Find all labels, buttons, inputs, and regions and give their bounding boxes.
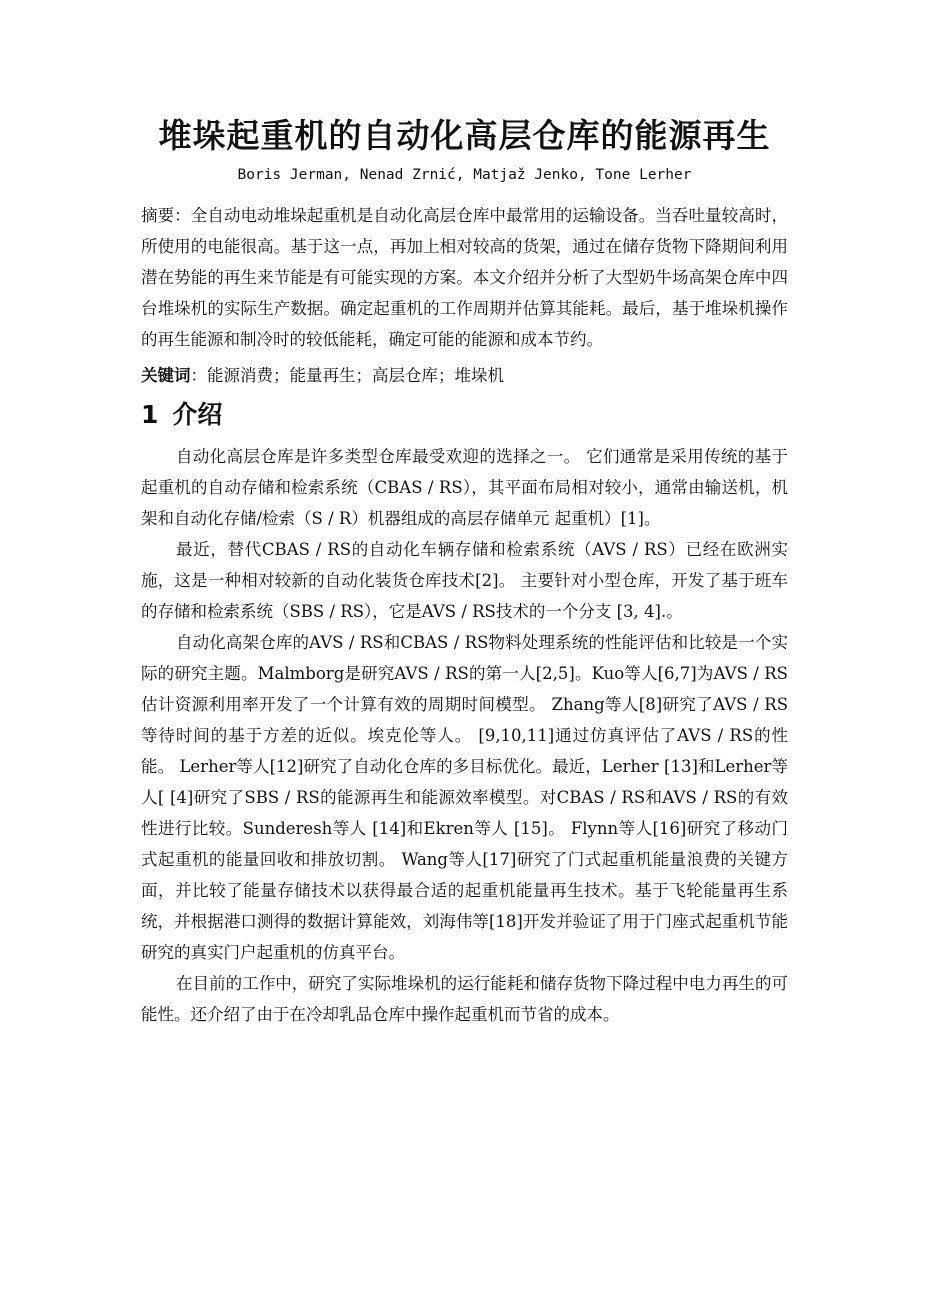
paper-title: 堆垛起重机的自动化高层仓库的能源再生 [158,116,771,155]
keywords-label: 关键词 [141,366,191,385]
body-paragraph-3: 自动化高架仓库的AVS / RS和CBAS / RS物料处理系统的性能评估和比较是一个实际的研究主题。Malmborg是研究AVS / RS的第一人[2,5]。Kuo等人[6,7]为AVS / RS估计资源利用率开发了一个计算有效的周期时间模型。 Zhang等人[8]研究了AVS / RS等待时间的基于方差的近似。埃克伦等人。 [9,10,11]通过仿真评估了AVS / RS的性能。 Lerher等人[12]研究了自动化仓库的多目标优化。最近，Lerher [13]和Lerher等人[ [4]研究了SBS / RS的能源再生和能源效率模型。对CBAS / RS和AVS / RS的有效性进行比较。Sunderesh等人 [14]和Ekren等人 [15]。 Flynn等人[16]研究了移动门式起重机的能量回收和排放切割。 Wang等人[17]研究了门式起重机能量浪费的关键方面，并比较了能量存储技术以获得最合适的起重机能量再生技术。基于飞轮能量再生系统，并根据港口测得的数据计算能效，刘海伟等[18]开发并验证了用于门座式起重机节能研究的真实门户起重机的仿真平台。 [141,633,788,962]
keywords-text: ：能源消费；能量再生；高层仓库；堆垛机 [190,366,504,385]
body-paragraph-2: 最近，替代CBAS / RS的自动化车辆存储和检索系统（AVS / RS）已经在欧洲实施，这是一种相对较新的自动化装货仓库技术[2]。 主要针对小型仓库，开发了基于班车的存储和检索系统（SBS / RS），它是AVS / RS技术的一个分支 [3, 4].。 [141,540,788,621]
body-paragraph-1: 自动化高层仓库是许多类型仓库最受欢迎的选择之一。 它们通常是采用传统的基于起重机的自动存储和检索系统（CBAS / RS），其平面布局相对较小，通常由输送机，机架和自动化存储/检索（S / R）机器组成的高层存储单元 起重机）[1]。 [141,447,788,528]
abstract: 摘要：全自动电动堆垛起重机是自动化高层仓库中最常用的运输设备。当吞吐量较高时，所使用的电能很高。基于这一点，再加上相对较高的货架，通过在储存货物下降期间利用潜在势能的再生来节能是有可能实现的方案。本文介绍并分析了大型奶牛场高架仓库中四台堆垛机的实际生产数据。确定起重机的工作周期并估算其能耗。最后，基于堆垛机操作的再生能源和制冷时的较低能耗，确定可能的能源和成本节约。 [141,206,788,349]
keywords [141,361,788,391]
paper-page [141,108,788,1030]
author-list: Boris Jerman, Nenad Zrnić, Matjaž Jenko, Tone Lerher [237,167,692,183]
section-title: 介绍 [172,400,223,429]
body-paragraph-4: 在目前的工作中，研究了实际堆垛机的运行能耗和储存货物下降过程中电力再生的可能性。还介绍了由于在冷却乳品仓库中操作起重机而节省的成本。 [141,974,788,1024]
section-number: 1 [141,400,159,429]
section-heading [141,395,788,435]
